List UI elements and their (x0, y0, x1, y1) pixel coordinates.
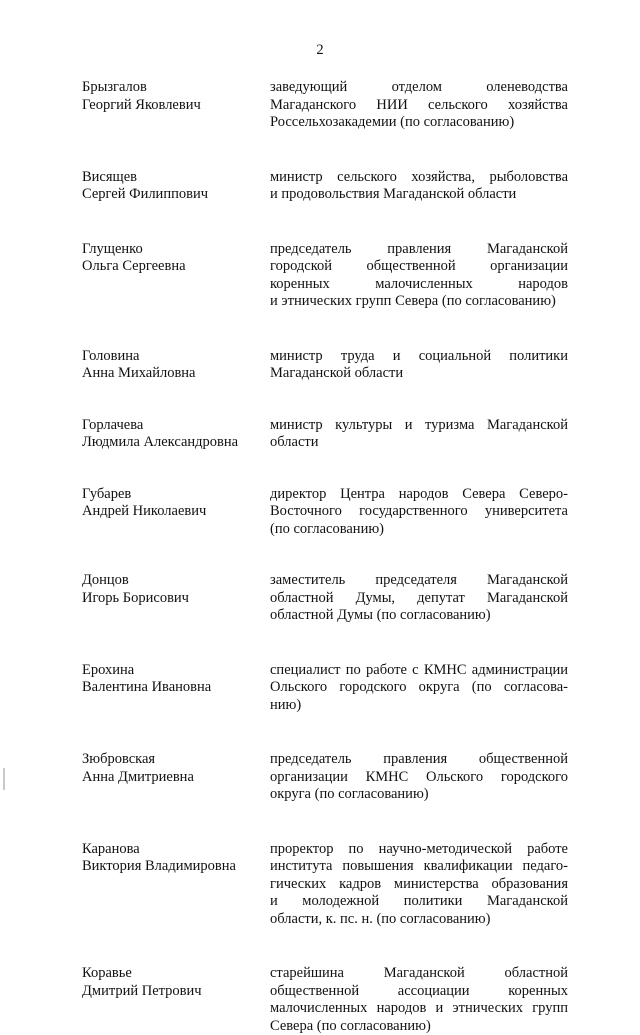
member-surname: Каранова (82, 841, 270, 859)
member-surname: Брызгалов (82, 79, 270, 97)
member-role-line: гических кадров министерства образования (270, 876, 568, 894)
member-role-line: Магаданской области (270, 365, 568, 383)
member-role-line: организации КМНС Ольского городского (270, 769, 568, 787)
member-given-names: Анна Дмитриевна (82, 769, 270, 787)
member-given-names: Виктория Владимировна (82, 858, 270, 876)
member-role-line: округа (по согласованию) (270, 786, 568, 804)
member-role (270, 79, 568, 132)
member-role-line: малочисленных народов и этнических групп (270, 1000, 568, 1018)
member-role (270, 348, 568, 383)
member-surname: Горлачева (82, 417, 270, 435)
member-role-line: и этнических групп Севера (по согласованию) (270, 293, 568, 311)
member-entry (82, 751, 572, 804)
member-name (82, 572, 270, 625)
member-role (270, 486, 568, 539)
member-name (82, 169, 270, 204)
member-entry (82, 169, 572, 204)
member-surname: Висящев (82, 169, 270, 187)
member-surname: Зюбровская (82, 751, 270, 769)
member-role-line: области (270, 434, 568, 452)
member-surname: Губарев (82, 486, 270, 504)
member-role (270, 241, 568, 311)
member-role-line: нию) (270, 697, 568, 715)
member-surname: Коравье (82, 965, 270, 983)
member-role-line: директор Центра народов Севера Северо- (270, 486, 568, 504)
member-name (82, 348, 270, 383)
member-role-line: городской общественной организации (270, 258, 568, 276)
member-role-line: Ольского городского округа (по согласова- (270, 679, 568, 697)
member-role-line: института повышения квалификации педаго- (270, 858, 568, 876)
member-role-line: председатель правления общественной (270, 751, 568, 769)
member-role (270, 169, 568, 204)
member-given-names: Дмитрий Петрович (82, 983, 270, 1001)
member-given-names: Игорь Борисович (82, 590, 270, 608)
member-role-line: министр сельского хозяйства, рыболовства (270, 169, 568, 187)
member-given-names: Людмила Александровна (82, 434, 270, 452)
member-surname: Головина (82, 348, 270, 366)
member-entry (82, 965, 572, 1035)
member-role-line: (по согласованию) (270, 521, 568, 539)
member-entry (82, 841, 572, 929)
member-role (270, 417, 568, 452)
member-role-line: председатель правления Магаданской (270, 241, 568, 259)
member-entry (82, 417, 572, 452)
member-surname: Глущенко (82, 241, 270, 259)
member-given-names: Валентина Ивановна (82, 679, 270, 697)
member-name (82, 241, 270, 311)
member-list (82, 79, 572, 1035)
member-role-line: старейшина Магаданской областной (270, 965, 568, 983)
member-name (82, 965, 270, 1035)
member-entry (82, 662, 572, 715)
member-role-line: общественной ассоциации коренных (270, 983, 568, 1001)
member-role-line: и продовольствия Магаданской области (270, 186, 568, 204)
member-given-names: Георгий Яковлевич (82, 97, 270, 115)
member-given-names: Ольга Сергеевна (82, 258, 270, 276)
member-role-line: Севера (по согласованию) (270, 1018, 568, 1035)
member-name (82, 79, 270, 132)
member-entry (82, 572, 572, 625)
member-role-line: министр труда и социальной политики (270, 348, 568, 366)
member-given-names: Анна Михайловна (82, 365, 270, 383)
member-role-line: проректор по научно-методической работе (270, 841, 568, 859)
member-name (82, 841, 270, 929)
member-role-line: Восточного государственного университета (270, 503, 568, 521)
scan-margin-mark (3, 768, 5, 790)
member-given-names: Сергей Филиппович (82, 186, 270, 204)
member-role (270, 751, 568, 804)
member-role-line: министр культуры и туризма Магаданской (270, 417, 568, 435)
member-name (82, 417, 270, 452)
member-role (270, 965, 568, 1035)
member-role-line: и молодежной политики Магаданской (270, 893, 568, 911)
member-role (270, 572, 568, 625)
member-role-line: областной Думы, депутат Магаданской (270, 590, 568, 608)
member-name (82, 662, 270, 715)
member-name (82, 486, 270, 539)
member-role-line: специалист по работе с КМНС администрации (270, 662, 568, 680)
member-role-line: Россельхозакадемии (по согласованию) (270, 114, 568, 132)
member-role (270, 662, 568, 715)
member-surname: Донцов (82, 572, 270, 590)
member-surname: Ерохина (82, 662, 270, 680)
member-role-line: областной Думы (по согласованию) (270, 607, 568, 625)
member-entry (82, 486, 572, 539)
member-entry (82, 241, 572, 311)
member-role-line: заместитель председателя Магаданской (270, 572, 568, 590)
member-name (82, 751, 270, 804)
member-entry (82, 79, 572, 132)
member-role-line: области, к. пс. н. (по согласованию) (270, 911, 568, 929)
member-role-line: Магаданского НИИ сельского хозяйства (270, 97, 568, 115)
member-entry (82, 348, 572, 383)
member-given-names: Андрей Николаевич (82, 503, 270, 521)
page-number: 2 (0, 42, 640, 60)
member-role-line: коренных малочисленных народов (270, 276, 568, 294)
member-role-line: заведующий отделом оленеводства (270, 79, 568, 97)
member-role (270, 841, 568, 929)
